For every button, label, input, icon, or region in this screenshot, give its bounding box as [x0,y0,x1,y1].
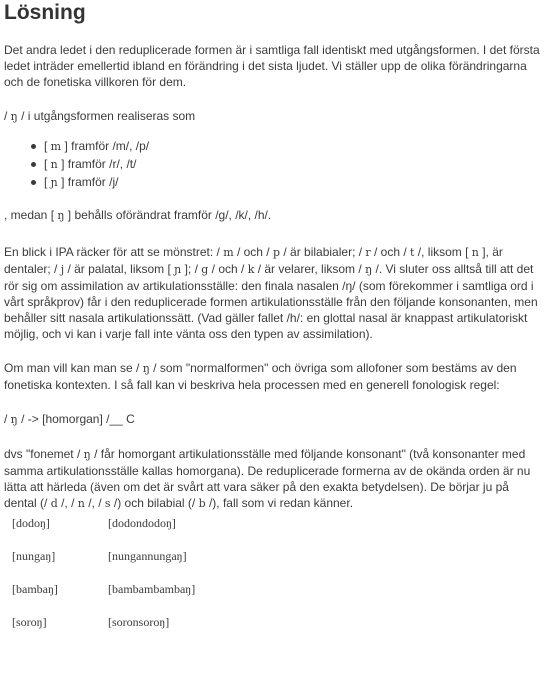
table-row [8,545,308,578]
table-row [8,512,308,545]
reduplicated-form: [nungannungaŋ] [108,549,187,563]
base-form: [bambaŋ] [12,582,58,596]
list-item: [ m ] framför /m/, /p/ [44,137,540,155]
reduplicated-form: [bambambambaŋ] [108,582,196,596]
base-form: [dodoŋ] [12,516,50,530]
list-item: [ ɲ ] framför /j/ [44,173,540,191]
dvs-paragraph: dvs "fonemet / ŋ / får homorgant artikulationsställe med följande konsonant" (två konsonanter med samma artikulationsställe kallas homorgana). De reduplicerade formerna av de okända orden är nu lätta att härleda (även om det är svårt att vara säker på den exakta betydelsen). De börjar ju på dental (/ d /, / n /, / s /) och bilabial (/ b /), fall som vi redan känner. [4,447,531,510]
medan-line: , medan [ ŋ ] behålls oförändrat framför /g/, /k/, /h/. [4,208,272,222]
table-row [8,578,308,611]
allophone-list [4,137,540,191]
examples-table [8,512,308,644]
realization-line: / ŋ / i utgångsformen realiseras som [4,109,196,123]
base-form: [nungaŋ] [12,549,56,563]
phonological-rule: / ŋ / -> [homorgan] /__ C [4,412,135,426]
ipa-symbol: m [50,140,62,153]
reduplicated-form: [dodondodoŋ] [108,516,176,530]
intro-paragraph: Det andra ledet i den reduplicerade formen är i samtliga fall identiskt med utgångsformen. I det första ledet inträder emellertid ibland en förändring i det sista ljudet. Vi ställer upp de olika förändringarna och de fonetiska villkoren för dem. [4,43,540,89]
base-form: [soroŋ] [12,615,47,629]
ipa-symbol: ŋ [10,110,18,123]
page-title: Lösning [4,1,86,24]
list-item: [ n ] framför /r/, /t/ [44,155,540,173]
ipa-symbol: ɲ [50,176,58,189]
ipa-paragraph: En blick i IPA räcker för att se mönstret: / m / och / p / är bilabialer; / r / och / t /, liksom [ n ], är dentaler; / j / är palatal, liksom [ ɲ ]; / g / och / k / är velarer, liksom / ŋ /. Vi sluter oss alltså till att det rör sig om assimilation av artikulationsställe: den finala nasalen /ŋ/ (som förekommer i samtliga ord i vårt språkprov) får i den reduplicerade formen artikulationsställe från den följande konsonanten, men behåller sitt nasala artikulationssätt. (Vad gäller fallet /h/: en glottal nasal är knappast artikulatoriskt möjlig, och vi kan i varje fall inte vänta oss den typen av assimilation). [4,245,538,341]
reduplicated-form: [soronsoroŋ] [108,615,170,629]
ipa-symbol: ŋ [57,209,65,222]
normalform-paragraph: Om man vill kan man se / ŋ / som "normalformen" och övriga som allofoner som bestäms av den fonetiska kontexten. I så fall kan vi beskriva hela processen med en generell fonologisk regel: [4,361,517,392]
ipa-symbol: n [50,158,58,171]
table-row [8,611,308,644]
